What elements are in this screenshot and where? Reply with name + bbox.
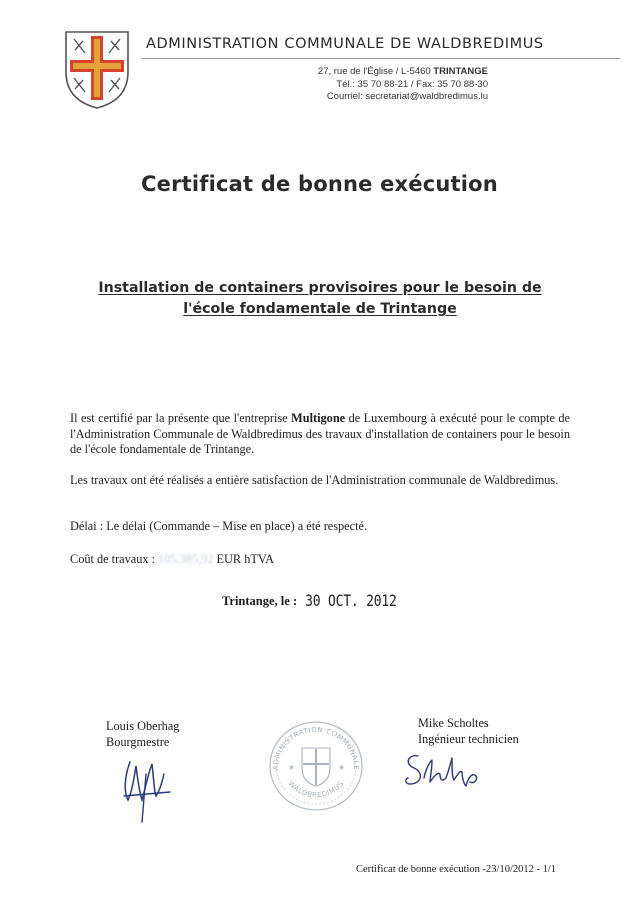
deadline-paragraph: Délai : Le délai (Commande – Mise en place) a été respecté. (70, 519, 368, 533)
engineer-signature-block (418, 715, 519, 747)
street-address: 27, rue de l'Église / L-5460 TRINTANGE (317, 66, 488, 77)
seal-top-text: ADMINISTRATION COMMUNALE (271, 725, 361, 771)
place-and-date (222, 594, 482, 609)
town-name: TRINTANGE (433, 66, 488, 77)
mayor-name: Louis Oberhag (106, 719, 180, 733)
engineer-handwritten-signature (400, 748, 484, 792)
svg-text:★: ★ (288, 763, 296, 772)
place-label: Trintange, le : (222, 594, 298, 608)
address-block (236, 66, 488, 104)
document-subject (70, 278, 570, 320)
organization-name: ADMINISTRATION COMMUNALE DE WALDBREDIMUS (146, 36, 544, 52)
subject-line-2: l'école fondamentale de Trintange (183, 301, 457, 317)
redacted-cost-value: 105.385,92 (158, 552, 214, 566)
engineer-name: Mike Scholtes (418, 716, 489, 730)
engineer-title: Ingénieur technicien (418, 732, 519, 746)
company-name: Multigone (291, 411, 346, 425)
cost-line: Coût de travaux : 105.385,92 EUR hTVA (70, 552, 275, 566)
document-footer: Certificat de bonne exécution -23/10/2012 - 1/1 (356, 864, 557, 875)
svg-text:★: ★ (338, 763, 346, 772)
email-address: Courriel: secretariat@waldbredimus.lu (326, 91, 488, 102)
document-title: Certificat de bonne exécution (141, 172, 498, 196)
subject-line-1: Installation de containers provisoires pour le besoin de (98, 280, 542, 296)
municipal-coat-of-arms (64, 30, 130, 110)
phone-fax: Tél.: 35 70 88-21 / Fax: 35 70 88-30 (336, 78, 488, 90)
mayor-handwritten-signature (118, 752, 174, 824)
mayor-signature-block (106, 718, 179, 750)
certification-paragraph: Il est certifié par la présente que l'entreprise Multigone de Luxembourg à exécuté pour le compte de l'Administration Communale de Waldbredimus des travaux d'installation de containers pour le besoin de l'école fondamentale de Trintange. (70, 411, 570, 457)
official-seal-stamp (264, 718, 368, 814)
mayor-title: Bourgmestre (106, 735, 170, 749)
date-stamp: 30 OCT. 2012 (305, 592, 397, 611)
seal-bottom-text: WALDBREDIMUS (286, 779, 346, 800)
satisfaction-paragraph: Les travaux ont été réalisés a entière satisfaction de l'Administration communale de Waldbredimus. (70, 473, 559, 487)
header-divider (142, 58, 620, 59)
